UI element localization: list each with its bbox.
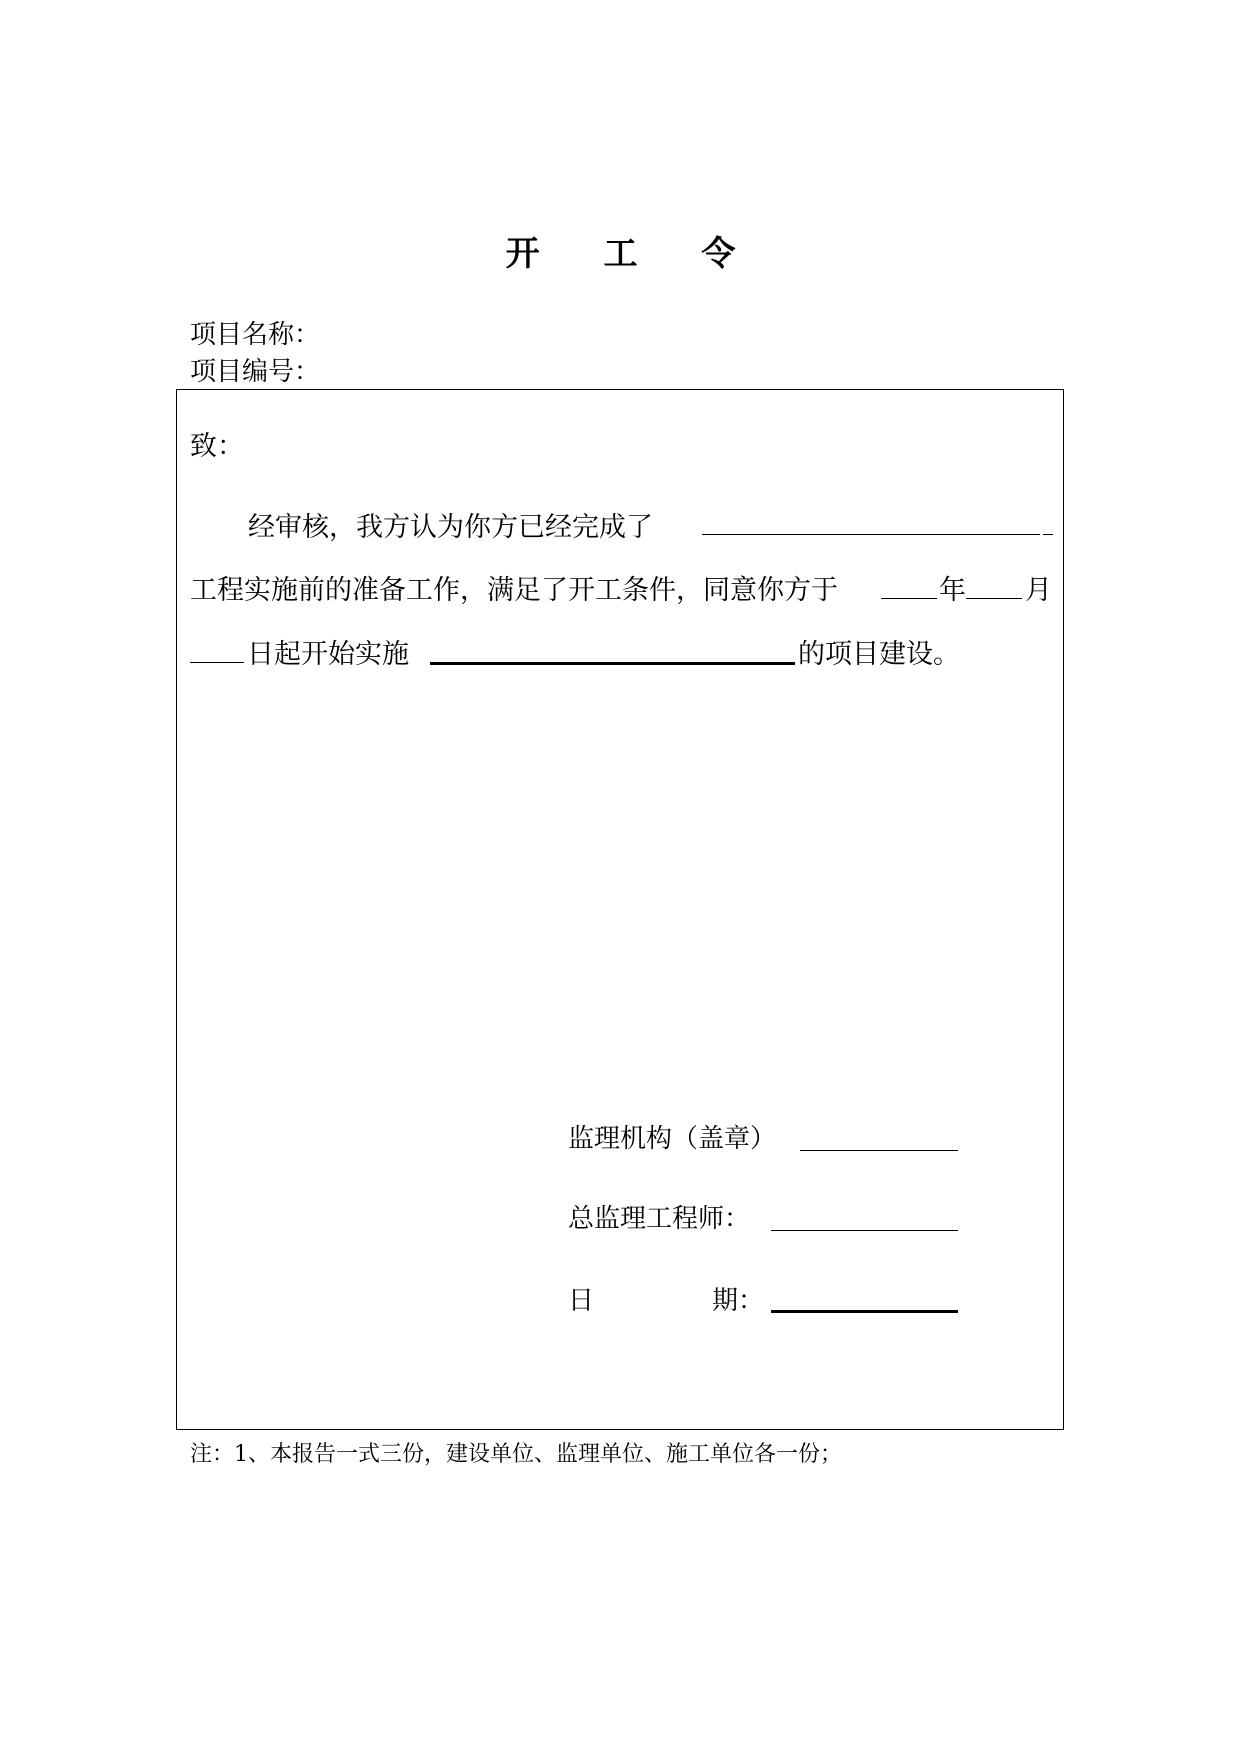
paragraph-line-3: 日起开始实施 (247, 639, 409, 670)
month-label: 月 (1025, 575, 1052, 606)
date-label-period: 期： (712, 1286, 765, 1316)
form-box (176, 389, 1064, 1430)
paragraph-line-2: 工程实施前的准备工作，满足了开工条件，同意你方于 (190, 575, 838, 606)
date-label-day: 日 (568, 1286, 595, 1316)
completed-work-blank[interactable] (702, 534, 1040, 535)
org-seal-blank[interactable] (800, 1150, 958, 1151)
paragraph-line-1: 经审核，我方认为你方已经完成了 (248, 512, 653, 543)
footnote: 注：1、本报告一式三份，建设单位、监理单位、施工单位各一份； (190, 1442, 842, 1467)
salutation: 致： (190, 431, 244, 462)
month-blank[interactable] (966, 598, 1022, 599)
project-number-label: 项目编号： (190, 357, 321, 387)
org-seal-label: 监理机构（盖章） (568, 1124, 777, 1154)
trailing-underscore (1043, 534, 1053, 535)
project-blank[interactable] (430, 662, 795, 665)
year-label: 年 (939, 575, 966, 606)
date-blank[interactable] (771, 1310, 958, 1313)
day-blank[interactable] (190, 662, 244, 663)
project-name-label: 项目名称： (190, 320, 321, 350)
paragraph-line-3-end: 的项目建设。 (798, 639, 960, 670)
chief-engineer-label: 总监理工程师： (568, 1204, 751, 1234)
year-blank[interactable] (881, 598, 937, 599)
chief-engineer-blank[interactable] (771, 1230, 958, 1231)
page-title: 开 工 令 (505, 234, 762, 274)
